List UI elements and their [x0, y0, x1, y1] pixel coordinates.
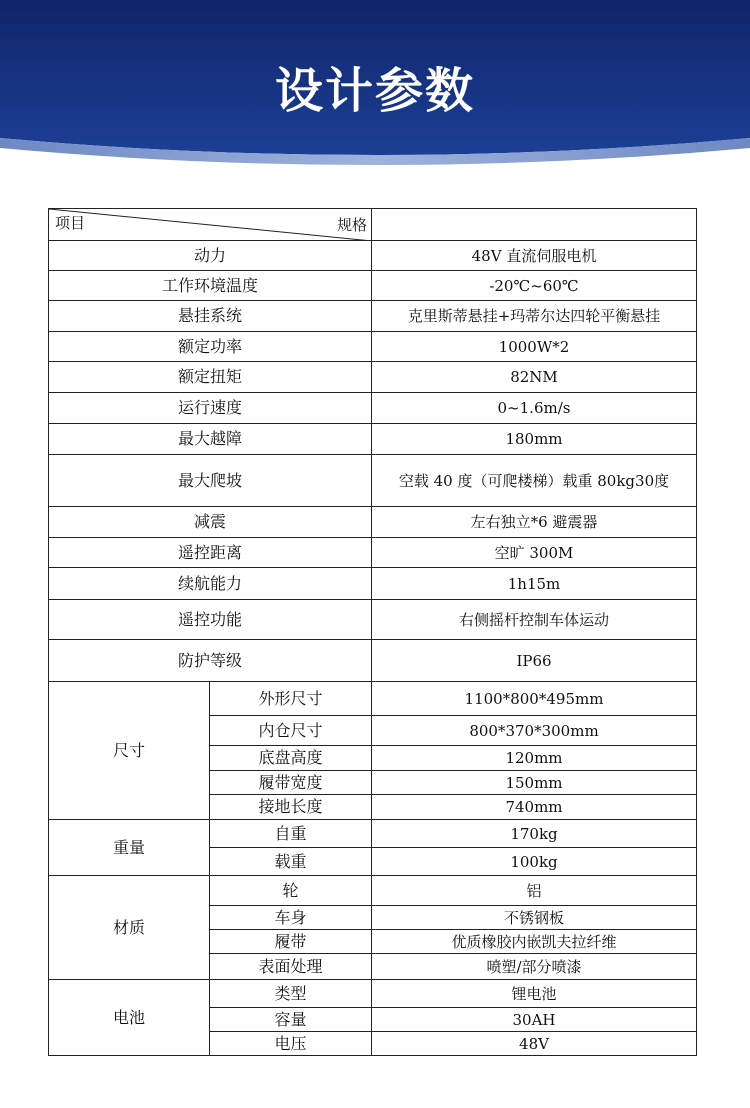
table-row	[49, 682, 697, 716]
table-row	[49, 600, 697, 640]
spec-table	[48, 208, 697, 1056]
row-label: 额定功率	[49, 332, 372, 362]
sub-row-label: 内仓尺寸	[210, 716, 372, 746]
row-value: 180mm	[372, 424, 697, 455]
page-title: 设计参数	[274, 63, 475, 119]
sub-row-label: 履带	[210, 930, 372, 954]
group-label: 尺寸	[49, 682, 210, 820]
table-header-row	[49, 209, 697, 241]
sub-row-value: 不锈钢板	[372, 906, 697, 930]
row-value: 48V 直流伺服电机	[372, 241, 697, 271]
sub-row-value: 锂电池	[372, 980, 697, 1008]
table-row	[49, 876, 697, 906]
row-value: 空载 40 度（可爬楼梯）载重 80kg30度	[372, 455, 697, 507]
table-row	[49, 568, 697, 600]
sub-row-value: 150mm	[372, 771, 697, 795]
header-spec-label: 规格	[336, 216, 367, 234]
table-row	[49, 455, 697, 507]
sub-row-value: 优质橡胶内嵌凯夫拉纤维	[372, 930, 697, 954]
table-row	[49, 640, 697, 682]
row-label: 遥控功能	[49, 600, 372, 640]
table-row	[49, 332, 697, 362]
sub-row-label: 表面处理	[210, 954, 372, 980]
sub-row-value: 铝	[372, 876, 697, 906]
row-label: 续航能力	[49, 568, 372, 600]
table-row	[49, 393, 697, 424]
group-label: 重量	[49, 820, 210, 876]
header-diagonal-cell	[49, 209, 372, 241]
sub-row-value: 喷塑/部分喷漆	[372, 954, 697, 980]
sub-row-label: 载重	[210, 848, 372, 876]
table-row	[49, 301, 697, 332]
row-value: -20℃~60℃	[372, 271, 697, 301]
row-value: 克里斯蒂悬挂+玛蒂尔达四轮平衡悬挂	[372, 301, 697, 332]
row-label: 减震	[49, 507, 372, 538]
row-label: 工作环境温度	[49, 271, 372, 301]
row-label: 悬挂系统	[49, 301, 372, 332]
sub-row-value: 1100*800*495mm	[372, 682, 697, 716]
row-value: 1h15m	[372, 568, 697, 600]
table-row	[49, 362, 697, 393]
table-row	[49, 241, 697, 271]
table-row	[49, 980, 697, 1008]
row-value: 82NM	[372, 362, 697, 393]
sub-row-value: 800*370*300mm	[372, 716, 697, 746]
header-empty-cell	[372, 209, 697, 241]
row-value: 1000W*2	[372, 332, 697, 362]
table-row	[49, 424, 697, 455]
sub-row-label: 容量	[210, 1008, 372, 1032]
header-item-label: 项目	[55, 214, 86, 232]
table-row	[49, 271, 697, 301]
sub-row-label: 外形尺寸	[210, 682, 372, 716]
row-label: 最大越障	[49, 424, 372, 455]
group-label: 电池	[49, 980, 210, 1056]
diagonal-line	[49, 209, 372, 241]
sub-row-label: 轮	[210, 876, 372, 906]
table-row	[49, 820, 697, 848]
table-row	[49, 538, 697, 568]
sub-row-label: 接地长度	[210, 795, 372, 820]
title-banner	[0, 0, 750, 185]
sub-row-value: 170kg	[372, 820, 697, 848]
row-value: 空旷 300M	[372, 538, 697, 568]
table-row	[49, 507, 697, 538]
sub-row-label: 底盘高度	[210, 746, 372, 771]
row-label: 遥控距离	[49, 538, 372, 568]
row-label: 最大爬坡	[49, 455, 372, 507]
sub-row-label: 履带宽度	[210, 771, 372, 795]
row-label: 防护等级	[49, 640, 372, 682]
sub-row-value: 48V	[372, 1032, 697, 1056]
row-label: 额定扭矩	[49, 362, 372, 393]
sub-row-label: 类型	[210, 980, 372, 1008]
sub-row-value: 30AH	[372, 1008, 697, 1032]
group-label: 材质	[49, 876, 210, 980]
sub-row-label: 电压	[210, 1032, 372, 1056]
sub-row-value: 120mm	[372, 746, 697, 771]
sub-row-label: 车身	[210, 906, 372, 930]
row-value: 0~1.6m/s	[372, 393, 697, 424]
row-value: 右侧摇杆控制车体运动	[372, 600, 697, 640]
row-label: 动力	[49, 241, 372, 271]
row-value: 左右独立*6 避震器	[372, 507, 697, 538]
sub-row-value: 740mm	[372, 795, 697, 820]
row-label: 运行速度	[49, 393, 372, 424]
row-value: IP66	[372, 640, 697, 682]
sub-row-value: 100kg	[372, 848, 697, 876]
sub-row-label: 自重	[210, 820, 372, 848]
